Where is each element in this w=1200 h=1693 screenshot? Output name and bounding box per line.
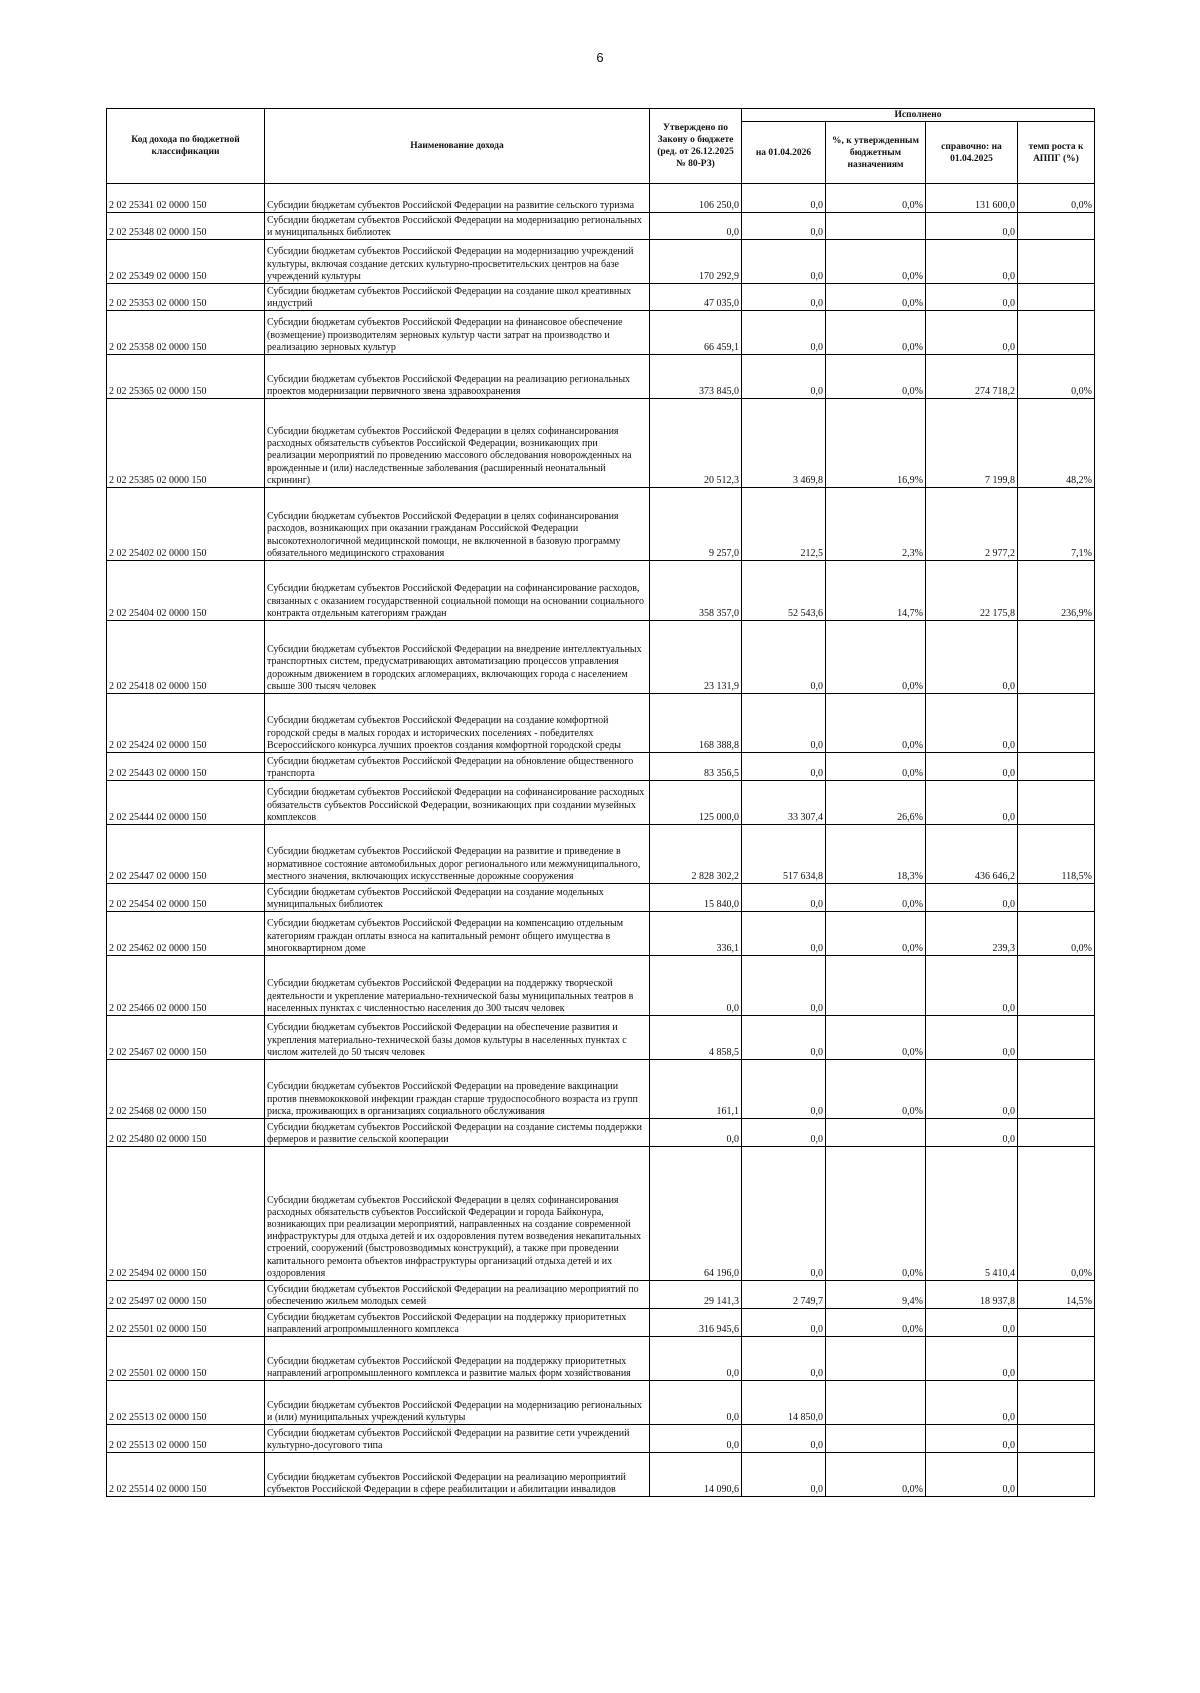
growth-rate bbox=[1018, 1337, 1095, 1381]
income-code: 2 02 25358 02 0000 150 bbox=[107, 311, 265, 355]
table-row bbox=[107, 1147, 1095, 1281]
table-row bbox=[107, 1425, 1095, 1453]
page-number: 6 bbox=[596, 50, 604, 65]
growth-rate: 48,2% bbox=[1018, 399, 1095, 488]
reference-amount: 18 937,8 bbox=[926, 1281, 1018, 1309]
income-name: Субсидии бюджетам субъектов Российской Федерации на компенсацию отдельным категориям граждан оплаты взноса на капитальный ремонт общего имущества в многоквартирном доме bbox=[265, 912, 650, 956]
table-row bbox=[107, 956, 1095, 1016]
approved-amount: 66 459,1 bbox=[650, 311, 742, 355]
approved-amount: 14 090,6 bbox=[650, 1453, 742, 1497]
execution-percent: 9,4% bbox=[826, 1281, 926, 1309]
income-name: Субсидии бюджетам субъектов Российской Федерации в целях софинансирования расходных обязательств субъектов Российской Федерации, возникающих при реализации мероприятий по проведению массового обследования новорожденных на врожденные и (или) наследственные заболевания (расширенный неонатальный скрининг) bbox=[265, 399, 650, 488]
income-name: Субсидии бюджетам субъектов Российской Федерации на поддержку приоритетных направлений агропромышленного комплекса и развитие малых форм хозяйствования bbox=[265, 1337, 650, 1381]
income-code: 2 02 25443 02 0000 150 bbox=[107, 753, 265, 781]
reference-amount: 0,0 bbox=[926, 781, 1018, 825]
executed-amount: 0,0 bbox=[742, 1453, 826, 1497]
execution-percent bbox=[826, 1119, 926, 1147]
reference-amount: 5 410,4 bbox=[926, 1147, 1018, 1281]
income-name: Субсидии бюджетам субъектов Российской Федерации на софинансирование расходов, связанных с оказанием государственной социальной помощи на основании социального контракта отдельным категориям граждан bbox=[265, 561, 650, 621]
growth-rate bbox=[1018, 213, 1095, 240]
approved-amount: 4 858,5 bbox=[650, 1016, 742, 1060]
reference-amount: 22 175,8 bbox=[926, 561, 1018, 621]
growth-rate bbox=[1018, 956, 1095, 1016]
income-name: Субсидии бюджетам субъектов Российской Федерации на поддержку приоритетных направлений агропромышленного комплекса bbox=[265, 1309, 650, 1337]
executed-amount: 0,0 bbox=[742, 621, 826, 694]
income-code: 2 02 25348 02 0000 150 bbox=[107, 213, 265, 240]
reference-amount: 0,0 bbox=[926, 1060, 1018, 1119]
table-body bbox=[107, 184, 1095, 1497]
table-row bbox=[107, 1337, 1095, 1381]
reference-amount: 0,0 bbox=[926, 213, 1018, 240]
income-name: Субсидии бюджетам субъектов Российской Федерации на реализацию мероприятий субъектов Российской Федерации в сфере реабилитации и абилитации инвалидов bbox=[265, 1453, 650, 1497]
executed-amount: 33 307,4 bbox=[742, 781, 826, 825]
income-name: Субсидии бюджетам субъектов Российской Федерации на модернизацию учреждений культуры, включая создание детских культурно-просветительских центров на базе учреждений культуры bbox=[265, 240, 650, 284]
reference-amount: 0,0 bbox=[926, 621, 1018, 694]
executed-amount: 0,0 bbox=[742, 884, 826, 912]
income-code: 2 02 25353 02 0000 150 bbox=[107, 284, 265, 311]
execution-percent bbox=[826, 956, 926, 1016]
growth-rate bbox=[1018, 884, 1095, 912]
growth-rate bbox=[1018, 240, 1095, 284]
income-name: Субсидии бюджетам субъектов Российской Федерации на реализацию региональных проектов модернизации первичного звена здравоохранения bbox=[265, 355, 650, 399]
executed-amount: 0,0 bbox=[742, 284, 826, 311]
income-code: 2 02 25444 02 0000 150 bbox=[107, 781, 265, 825]
execution-percent: 14,7% bbox=[826, 561, 926, 621]
reference-amount: 2 977,2 bbox=[926, 488, 1018, 561]
income-name: Субсидии бюджетам субъектов Российской Федерации на реализацию мероприятий по обеспечению жильем молодых семей bbox=[265, 1281, 650, 1309]
growth-rate bbox=[1018, 1309, 1095, 1337]
approved-amount: 0,0 bbox=[650, 1425, 742, 1453]
reference-amount: 0,0 bbox=[926, 1381, 1018, 1425]
approved-amount: 47 035,0 bbox=[650, 284, 742, 311]
growth-rate: 14,5% bbox=[1018, 1281, 1095, 1309]
table-row bbox=[107, 1060, 1095, 1119]
execution-percent: 0,0% bbox=[826, 1453, 926, 1497]
reference-amount: 274 718,2 bbox=[926, 355, 1018, 399]
table-row bbox=[107, 284, 1095, 311]
income-name: Субсидии бюджетам субъектов Российской Федерации на поддержку творческой деятельности и укрепление материально-технической базы муниципальных театров в населенных пунктах с численностью населения до 300 тысяч человек bbox=[265, 956, 650, 1016]
executed-amount: 0,0 bbox=[742, 1060, 826, 1119]
income-name: Субсидии бюджетам субъектов Российской Федерации на обеспечение развития и укрепления материально-технической базы домов культуры в населенных пунктах с числом жителей до 50 тысяч человек bbox=[265, 1016, 650, 1060]
income-code: 2 02 25467 02 0000 150 bbox=[107, 1016, 265, 1060]
reference-amount: 0,0 bbox=[926, 694, 1018, 753]
approved-amount: 0,0 bbox=[650, 213, 742, 240]
approved-amount: 15 840,0 bbox=[650, 884, 742, 912]
reference-amount: 131 600,0 bbox=[926, 184, 1018, 213]
executed-amount: 0,0 bbox=[742, 184, 826, 213]
reference-amount: 239,3 bbox=[926, 912, 1018, 956]
header-code: Код дохода по бюджетной классификации bbox=[107, 109, 265, 184]
table-row bbox=[107, 399, 1095, 488]
execution-percent: 16,9% bbox=[826, 399, 926, 488]
reference-amount: 0,0 bbox=[926, 1119, 1018, 1147]
executed-amount: 0,0 bbox=[742, 355, 826, 399]
execution-percent bbox=[826, 1337, 926, 1381]
executed-amount: 0,0 bbox=[742, 1337, 826, 1381]
execution-percent: 0,0% bbox=[826, 694, 926, 753]
header-approved: Утверждено по Закону о бюджете (ред. от 26.12.2025 № 80-РЗ) bbox=[650, 109, 742, 184]
income-code: 2 02 25468 02 0000 150 bbox=[107, 1060, 265, 1119]
reference-amount: 0,0 bbox=[926, 884, 1018, 912]
table-row bbox=[107, 1281, 1095, 1309]
growth-rate bbox=[1018, 1016, 1095, 1060]
executed-amount: 0,0 bbox=[742, 912, 826, 956]
income-name: Субсидии бюджетам субъектов Российской Федерации на создание школ креативных индустрий bbox=[265, 284, 650, 311]
execution-percent bbox=[826, 1425, 926, 1453]
income-code: 2 02 25402 02 0000 150 bbox=[107, 488, 265, 561]
growth-rate bbox=[1018, 621, 1095, 694]
approved-amount: 83 356,5 bbox=[650, 753, 742, 781]
executed-amount: 212,5 bbox=[742, 488, 826, 561]
growth-rate: 0,0% bbox=[1018, 184, 1095, 213]
table-row bbox=[107, 311, 1095, 355]
income-name: Субсидии бюджетам субъектов Российской Федерации на создание комфортной городской среды в малых городах и исторических поселениях - победителях Всероссийского конкурса лучших проектов создания комфортной городской среды bbox=[265, 694, 650, 753]
execution-percent: 0,0% bbox=[826, 912, 926, 956]
approved-amount: 316 945,6 bbox=[650, 1309, 742, 1337]
header-percent: %, к утвержденным бюджетным назначениям bbox=[826, 122, 926, 184]
table-row bbox=[107, 1119, 1095, 1147]
executed-amount: 517 634,8 bbox=[742, 825, 826, 884]
table-row bbox=[107, 213, 1095, 240]
growth-rate: 7,1% bbox=[1018, 488, 1095, 561]
income-code: 2 02 25513 02 0000 150 bbox=[107, 1381, 265, 1425]
executed-amount: 0,0 bbox=[742, 1147, 826, 1281]
approved-amount: 0,0 bbox=[650, 1337, 742, 1381]
execution-percent: 0,0% bbox=[826, 355, 926, 399]
reference-amount: 0,0 bbox=[926, 311, 1018, 355]
approved-amount: 23 131,9 bbox=[650, 621, 742, 694]
execution-percent: 0,0% bbox=[826, 1060, 926, 1119]
table-row bbox=[107, 488, 1095, 561]
header-reference: справочно: на 01.04.2025 bbox=[926, 122, 1018, 184]
executed-amount: 0,0 bbox=[742, 694, 826, 753]
header-growth: темп роста к АППГ (%) bbox=[1018, 122, 1095, 184]
income-name: Субсидии бюджетам субъектов Российской Федерации на внедрение интеллектуальных транспортных систем, предусматривающих автоматизацию процессов управления дорожным движением в городских агломерациях, включающих города с населением свыше 300 тысяч человек bbox=[265, 621, 650, 694]
execution-percent: 0,0% bbox=[826, 1016, 926, 1060]
executed-amount: 0,0 bbox=[742, 1016, 826, 1060]
table-row bbox=[107, 694, 1095, 753]
reference-amount: 7 199,8 bbox=[926, 399, 1018, 488]
income-name: Субсидии бюджетам субъектов Российской Федерации на финансовое обеспечение (возмещение) производителям зерновых культур части затрат на производство и реализацию зерновых культур bbox=[265, 311, 650, 355]
executed-amount: 0,0 bbox=[742, 240, 826, 284]
approved-amount: 0,0 bbox=[650, 956, 742, 1016]
income-name: Субсидии бюджетам субъектов Российской Федерации на модернизацию региональных и (или) муниципальных учреждений культуры bbox=[265, 1381, 650, 1425]
income-code: 2 02 25404 02 0000 150 bbox=[107, 561, 265, 621]
approved-amount: 0,0 bbox=[650, 1381, 742, 1425]
executed-amount: 0,0 bbox=[742, 1425, 826, 1453]
execution-percent: 0,0% bbox=[826, 1147, 926, 1281]
income-code: 2 02 25385 02 0000 150 bbox=[107, 399, 265, 488]
execution-percent: 0,0% bbox=[826, 240, 926, 284]
approved-amount: 336,1 bbox=[650, 912, 742, 956]
reference-amount: 0,0 bbox=[926, 284, 1018, 311]
approved-amount: 168 388,8 bbox=[650, 694, 742, 753]
income-code: 2 02 25447 02 0000 150 bbox=[107, 825, 265, 884]
execution-percent: 18,3% bbox=[826, 825, 926, 884]
income-code: 2 02 25501 02 0000 150 bbox=[107, 1337, 265, 1381]
table-row bbox=[107, 561, 1095, 621]
approved-amount: 64 196,0 bbox=[650, 1147, 742, 1281]
executed-amount: 0,0 bbox=[742, 311, 826, 355]
header-row-1 bbox=[107, 109, 1095, 122]
table-row bbox=[107, 753, 1095, 781]
execution-percent: 2,3% bbox=[826, 488, 926, 561]
reference-amount: 0,0 bbox=[926, 1425, 1018, 1453]
income-code: 2 02 25480 02 0000 150 bbox=[107, 1119, 265, 1147]
income-code: 2 02 25349 02 0000 150 bbox=[107, 240, 265, 284]
reference-amount: 436 646,2 bbox=[926, 825, 1018, 884]
header-exec-date: на 01.04.2026 bbox=[742, 122, 826, 184]
reference-amount: 0,0 bbox=[926, 956, 1018, 1016]
income-name: Субсидии бюджетам субъектов Российской Федерации на развитие и приведение в нормативное состояние автомобильных дорог регионального или межмуниципального, местного значения, включающих искусственные дорожные сооружения bbox=[265, 825, 650, 884]
income-name: Субсидии бюджетам субъектов Российской Федерации на развитие сети учреждений культурно-досугового типа bbox=[265, 1425, 650, 1453]
income-code: 2 02 25497 02 0000 150 bbox=[107, 1281, 265, 1309]
growth-rate bbox=[1018, 1381, 1095, 1425]
approved-amount: 29 141,3 bbox=[650, 1281, 742, 1309]
header-execution: Исполнено bbox=[742, 109, 1095, 122]
growth-rate: 0,0% bbox=[1018, 912, 1095, 956]
approved-amount: 20 512,3 bbox=[650, 399, 742, 488]
table-row bbox=[107, 1309, 1095, 1337]
table-row bbox=[107, 621, 1095, 694]
income-name: Субсидии бюджетам субъектов Российской Федерации в целях софинансирования расходных обязательств субъектов Российской Федерации и города Байконура, возникающих при реализации мероприятий, направленных на создание современной инфраструктуры для отдыха детей и их оздоровления путем возведения некапитальных строений, сооружений (быстровозводимых конструкций), а также при проведении капитального ремонта объектов инфраструктуры организаций отдыха детей и их оздоровления bbox=[265, 1147, 650, 1281]
table-row bbox=[107, 884, 1095, 912]
execution-percent: 0,0% bbox=[826, 284, 926, 311]
income-code: 2 02 25494 02 0000 150 bbox=[107, 1147, 265, 1281]
executed-amount: 52 543,6 bbox=[742, 561, 826, 621]
growth-rate: 0,0% bbox=[1018, 1147, 1095, 1281]
execution-percent bbox=[826, 213, 926, 240]
approved-amount: 106 250,0 bbox=[650, 184, 742, 213]
executed-amount: 14 850,0 bbox=[742, 1381, 826, 1425]
reference-amount: 0,0 bbox=[926, 1453, 1018, 1497]
approved-amount: 170 292,9 bbox=[650, 240, 742, 284]
growth-rate bbox=[1018, 753, 1095, 781]
income-code: 2 02 25514 02 0000 150 bbox=[107, 1453, 265, 1497]
growth-rate: 236,9% bbox=[1018, 561, 1095, 621]
income-name: Субсидии бюджетам субъектов Российской Федерации на создание системы поддержки фермеров и развитие сельской кооперации bbox=[265, 1119, 650, 1147]
revenue-table bbox=[106, 108, 1095, 1497]
income-code: 2 02 25424 02 0000 150 bbox=[107, 694, 265, 753]
growth-rate bbox=[1018, 311, 1095, 355]
execution-percent: 0,0% bbox=[826, 184, 926, 213]
growth-rate bbox=[1018, 781, 1095, 825]
table-row bbox=[107, 781, 1095, 825]
approved-amount: 358 357,0 bbox=[650, 561, 742, 621]
growth-rate bbox=[1018, 1453, 1095, 1497]
income-name: Субсидии бюджетам субъектов Российской Федерации на модернизацию региональных и муниципальных библиотек bbox=[265, 213, 650, 240]
growth-rate bbox=[1018, 694, 1095, 753]
executed-amount: 3 469,8 bbox=[742, 399, 826, 488]
executed-amount: 0,0 bbox=[742, 1119, 826, 1147]
execution-percent: 0,0% bbox=[826, 1309, 926, 1337]
execution-percent: 0,0% bbox=[826, 884, 926, 912]
income-name: Субсидии бюджетам субъектов Российской Федерации на софинансирование расходных обязательств субъектов Российской Федерации, возникающих при создании музейных комплексов bbox=[265, 781, 650, 825]
table-row bbox=[107, 355, 1095, 399]
income-code: 2 02 25365 02 0000 150 bbox=[107, 355, 265, 399]
approved-amount: 2 828 302,2 bbox=[650, 825, 742, 884]
executed-amount: 0,0 bbox=[742, 213, 826, 240]
income-code: 2 02 25466 02 0000 150 bbox=[107, 956, 265, 1016]
execution-percent: 26,6% bbox=[826, 781, 926, 825]
execution-percent: 0,0% bbox=[826, 753, 926, 781]
income-code: 2 02 25501 02 0000 150 bbox=[107, 1309, 265, 1337]
income-name: Субсидии бюджетам субъектов Российской Федерации на обновление общественного транспорта bbox=[265, 753, 650, 781]
reference-amount: 0,0 bbox=[926, 240, 1018, 284]
execution-percent: 0,0% bbox=[826, 311, 926, 355]
executed-amount: 2 749,7 bbox=[742, 1281, 826, 1309]
approved-amount: 9 257,0 bbox=[650, 488, 742, 561]
income-name: Субсидии бюджетам субъектов Российской Федерации на проведение вакцинации против пневмококковой инфекции граждан старше трудоспособного возраста из групп риска, проживающих в организациях социального обслуживания bbox=[265, 1060, 650, 1119]
reference-amount: 0,0 bbox=[926, 1309, 1018, 1337]
income-code: 2 02 25462 02 0000 150 bbox=[107, 912, 265, 956]
income-name: Субсидии бюджетам субъектов Российской Федерации на создание модельных муниципальных библиотек bbox=[265, 884, 650, 912]
executed-amount: 0,0 bbox=[742, 1309, 826, 1337]
growth-rate bbox=[1018, 1060, 1095, 1119]
income-code: 2 02 25513 02 0000 150 bbox=[107, 1425, 265, 1453]
approved-amount: 373 845,0 bbox=[650, 355, 742, 399]
table-row bbox=[107, 1453, 1095, 1497]
table-row bbox=[107, 1016, 1095, 1060]
growth-rate: 118,5% bbox=[1018, 825, 1095, 884]
table-row bbox=[107, 825, 1095, 884]
executed-amount: 0,0 bbox=[742, 956, 826, 1016]
approved-amount: 161,1 bbox=[650, 1060, 742, 1119]
income-name: Субсидии бюджетам субъектов Российской Федерации в целях софинансирования расходов, возникающих при оказании гражданам Российской Федерации высокотехнологичной медицинской помощи, не включенной в базовую программу обязательного медицинского страхования bbox=[265, 488, 650, 561]
growth-rate bbox=[1018, 284, 1095, 311]
income-code: 2 02 25341 02 0000 150 bbox=[107, 184, 265, 213]
growth-rate bbox=[1018, 1119, 1095, 1147]
growth-rate bbox=[1018, 1425, 1095, 1453]
growth-rate: 0,0% bbox=[1018, 355, 1095, 399]
income-name: Субсидии бюджетам субъектов Российской Федерации на развитие сельского туризма bbox=[265, 184, 650, 213]
reference-amount: 0,0 bbox=[926, 1016, 1018, 1060]
income-code: 2 02 25418 02 0000 150 bbox=[107, 621, 265, 694]
table-row bbox=[107, 912, 1095, 956]
header-name: Наименование дохода bbox=[265, 109, 650, 184]
table-row bbox=[107, 184, 1095, 213]
reference-amount: 0,0 bbox=[926, 753, 1018, 781]
table-row bbox=[107, 240, 1095, 284]
execution-percent bbox=[826, 1381, 926, 1425]
executed-amount: 0,0 bbox=[742, 753, 826, 781]
execution-percent: 0,0% bbox=[826, 621, 926, 694]
table-row bbox=[107, 1381, 1095, 1425]
approved-amount: 0,0 bbox=[650, 1119, 742, 1147]
income-code: 2 02 25454 02 0000 150 bbox=[107, 884, 265, 912]
approved-amount: 125 000,0 bbox=[650, 781, 742, 825]
reference-amount: 0,0 bbox=[926, 1337, 1018, 1381]
